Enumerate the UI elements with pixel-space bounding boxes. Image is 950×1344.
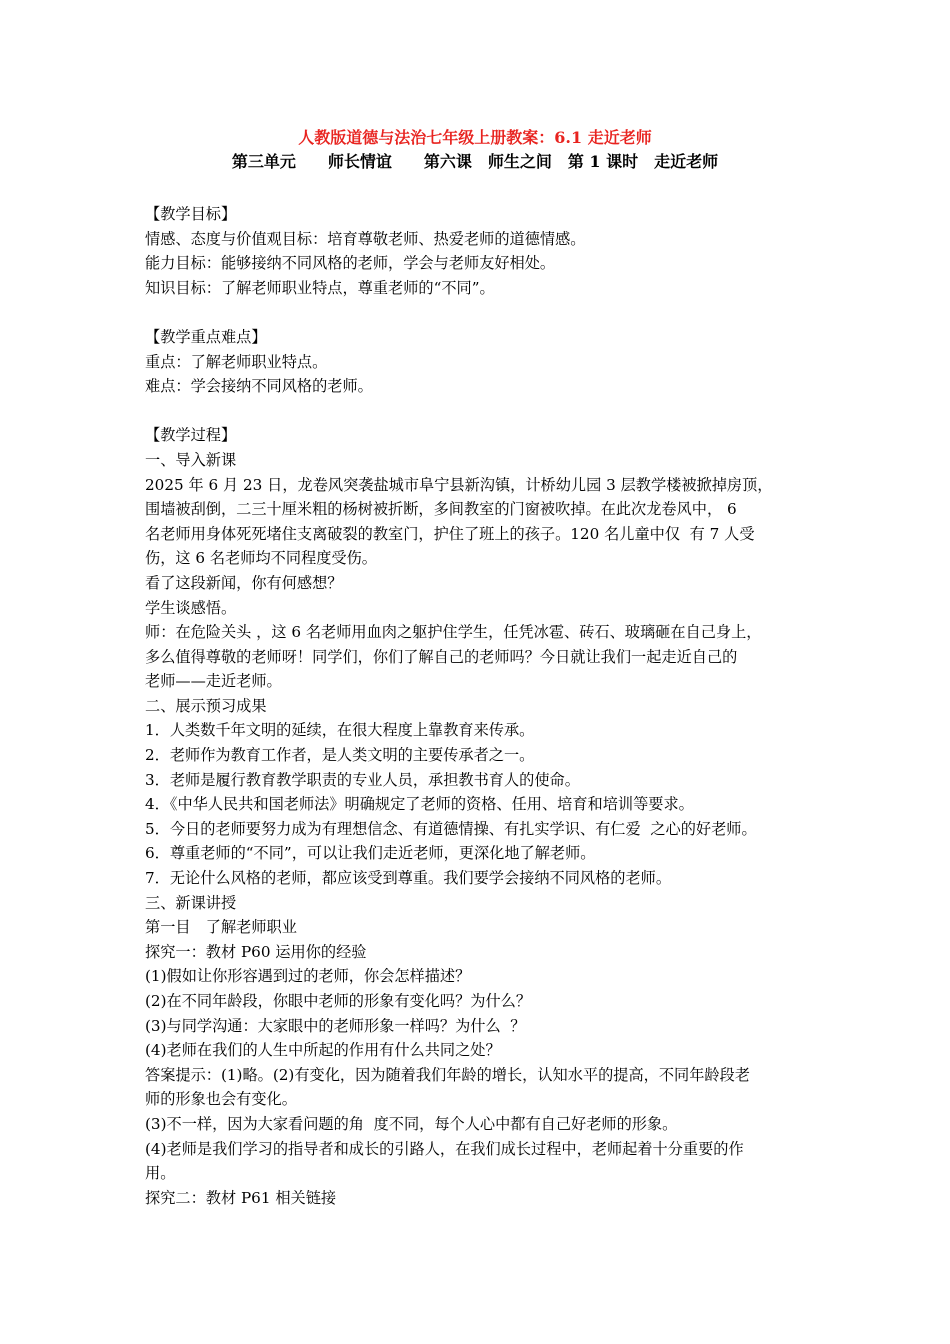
part1-line: 老师——走近老师。 <box>145 672 282 691</box>
part3-line: 用。 <box>145 1164 176 1183</box>
objective-line: 知识目标：了解老师职业特点，尊重老师的“不同”。 <box>145 278 495 297</box>
objective-line: 能力目标：能够接纳不同风格的老师，学会与老师友好相处。 <box>145 254 556 273</box>
part3-line: (4)老师是我们学习的指导者和成长的引路人，在我们成长过程中，老师起着十分重要的作 <box>145 1139 744 1158</box>
part2-title: 二、展示预习成果 <box>145 696 267 715</box>
document-title: 人教版道德与法治七年级上册教案：6.1 走近老师 <box>298 128 652 147</box>
objective-line: 情感、态度与价值观目标：培育尊敬老师、热爱老师的道德情感。 <box>145 229 586 248</box>
key-point-line: 重点：了解老师职业特点。 <box>145 352 328 371</box>
part1-line: 师：在危险关头 ，这 6 名老师用血肉之躯护住学生，任凭冰雹、砖石、玻璃砸在自己身上， <box>145 623 762 642</box>
part3-line: (4)老师在我们的人生中所起的作用有什么共同之处？ <box>145 1041 501 1060</box>
part1-line: 围墙被刮倒，二三十厘米粗的杨树被折断，多间教室的门窗被吹掉。在此次龙卷风中， 6 <box>145 500 737 519</box>
key-points-heading: 【教学重点难点】 <box>145 327 267 346</box>
part1-line: 2025 年 6 月 23 日，龙卷风突袭盐城市阜宁县新沟镇，计桥幼儿园 3 层教学楼被掀掉房顶， <box>145 475 773 494</box>
part1-line: 多么值得尊敬的老师呀！同学们，你们了解自己的老师吗？今日就让我们一起走近自己的 <box>145 647 738 666</box>
part1-line: 看了这段新闻，你有何感想？ <box>145 573 343 592</box>
part3-line: (2)在不同年龄段，你眼中老师的形象有变化吗？为什么？ <box>145 992 532 1010</box>
part2-line: 7．无论什么风格的老师，都应该受到尊重。我们要学会接纳不同风格的老师。 <box>145 869 672 888</box>
key-point-line: 难点：学会接纳不同风格的老师。 <box>145 377 373 396</box>
part2-line: 3．老师是履行教育教学职责的专业人员，承担教书育人的使命。 <box>145 770 580 789</box>
part2-line: 2．老师作为教育工作者，是人类文明的主要传承者之一。 <box>145 746 535 765</box>
part3-line: 探究二：教材 P61 相关链接 <box>145 1188 337 1207</box>
spacer <box>145 300 817 325</box>
document-body <box>145 202 817 1210</box>
objectives-heading: 【教学目标】 <box>145 205 237 223</box>
part2-line: 6．尊重老师的“不同”，可以让我们走近老师，更深化地了解老师。 <box>145 844 596 863</box>
part3-line: 第一目 了解老师职业 <box>145 918 297 937</box>
part3-title: 三、新课讲授 <box>145 893 237 912</box>
process-heading: 【教学过程】 <box>145 426 237 445</box>
lesson-subtitle: 第三单元 师长情谊 第六课 师生之间 第 1 课时 走近老师 <box>231 152 719 171</box>
part1-title: 一、导入新课 <box>145 450 237 469</box>
part3-line: 师的形象也会有变化。 <box>145 1090 297 1109</box>
part3-line: (3)不一样，因为大家看问题的角 度不同，每个人心中都有自己好老师的形象。 <box>145 1114 678 1133</box>
part3-line: 探究一：教材 P60 运用你的经验 <box>145 942 367 961</box>
part3-line: (3)与同学沟通：大家眼中的老师形象一样吗？为什么 ？ <box>145 1016 526 1035</box>
part2-line: 1．人类数千年文明的延续，在很大程度上靠教育来传承。 <box>145 721 535 740</box>
part2-line: 4．《中华人民共和国老师法》明确规定了老师的资格、任用、培育和培训等要求。 <box>145 795 694 814</box>
part3-line: 答案提示：(1)略。(2)有变化，因为随着我们年龄的增长，认知水平的提高，不同年龄段老 <box>145 1065 750 1084</box>
part3-line: (1)假如让你形容遇到过的老师，你会怎样描述？ <box>145 967 471 986</box>
part2-line: 5．今日的老师要努力成为有理想信念、有道德情操、有扎实学识、有仁爱 之心的好老师。 <box>145 819 757 838</box>
spacer <box>145 399 817 424</box>
part1-line: 名老师用身体死死堵住支离破裂的教室门，护住了班上的孩子。120 名儿童中仅 有 7 人受 <box>145 524 755 543</box>
part1-line: 学生谈感悟。 <box>145 598 237 617</box>
part1-line: 伤，这 6 名老师均不同程度受伤。 <box>145 549 377 568</box>
